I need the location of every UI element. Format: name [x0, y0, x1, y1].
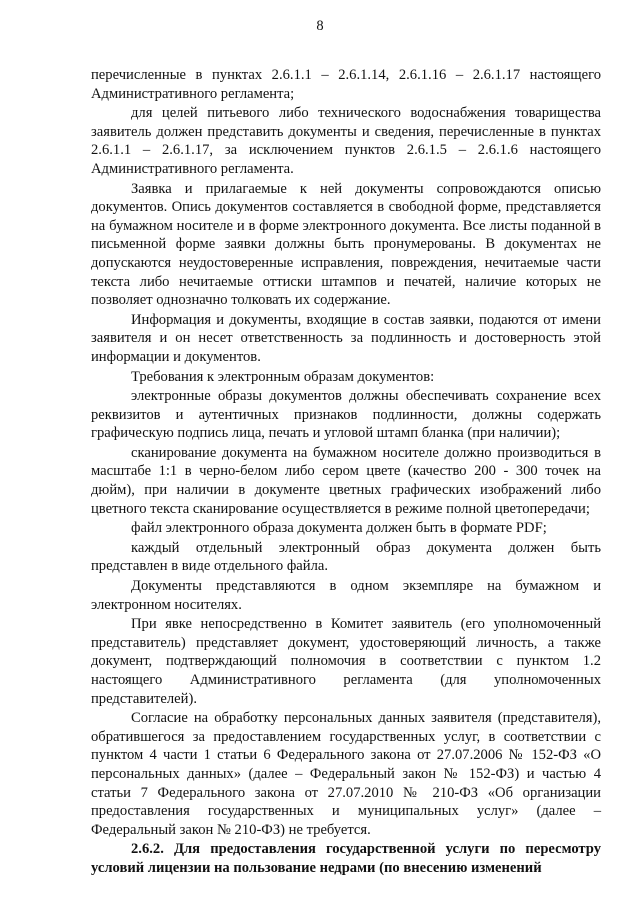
paragraph: Информация и документы, входящие в состав заявки, подаются от имени заявителя и он несет ответственность за подлинность и достоверность этой информации и документов.: [91, 311, 601, 365]
paragraph: При явке непосредственно в Комитет заявитель (его уполномоченный представитель) представляет документ, удостоверяющий личность, а также документ, подтверждающий полномочия в соответствии с пунктом 1.2 настоящего Административного регламента (для уполномоченных представителей).: [91, 616, 601, 707]
paragraph: перечисленные в пунктах 2.6.1.1 – 2.6.1.14, 2.6.1.16 – 2.6.1.17 настоящего Административного регламента;: [91, 67, 601, 102]
paragraph: файл электронного образа документа должен быть в формате PDF;: [131, 520, 547, 537]
paragraph: каждый отдельный электронный образ документа должен быть представлен в виде отдельного файла.: [91, 539, 601, 575]
page-number: 8: [316, 18, 324, 34]
paragraph: электронные образы документов должны обеспечивать сохранение всех реквизитов и аутентичных признаков подлинности, должны содержать графическую подпись лица, печать и угловой штамп бланка (при наличии);: [91, 388, 601, 442]
document-body: [91, 66, 601, 879]
paragraph: Заявка и прилагаемые к ней документы сопровождаются описью документов. Опись документов составляется в свободной форме, представляется на бумажном носителе и в форме электронного документа. Все листы поданной в письменной форме заявки должны быть пронумерованы. В документах не допускаются неудостоверенные исправления, повреждения, нечитаемые части текста либо нечитаемые оттиски штампов и печатей, наличие которых не позволяет однозначно толковать их содержание.: [91, 180, 601, 309]
section-heading-paragraph: 2.6.2. Для предоставления государственной услуги по пересмотру условий лицензии на пользование недрами (по внесению изменений: [91, 841, 601, 876]
paragraph: Документы представляются в одном экземпляре на бумажном и электронном носителях.: [91, 578, 601, 613]
paragraph: для целей питьевого либо технического водоснабжения товарищества заявитель должен представить документы и сведения, перечисленные в пунктах 2.6.1.1 – 2.6.1.17, за исключением пунктов 2.6.1.5 – 2.6.1.6 настоящего Административного регламента.: [91, 105, 601, 177]
paragraph: Требования к электронным образам документов:: [131, 368, 435, 385]
paragraph: Согласие на обработку персональных данных заявителя (представителя), обратившегося за предоставлением государственных услуг, в соответствии с пунктом 4 части 1 статьи 6 Федерального закона от 27.07.2006 № 152-ФЗ «О персональных данных» (далее – Федеральный закон № 152-ФЗ) и частью 4 статьи 7 Федерального закона от 27.07.2010 № 210-ФЗ «Об организации предоставления государственных и муниципальных услуг» (далее – Федеральный закон № 210-ФЗ) не требуется.: [91, 710, 601, 838]
paragraph: сканирование документа на бумажном носителе должно производиться в масштабе 1:1 в черно-белом либо сером цвете (качество 200 - 300 точек на дюйм), при наличии в документе цветных графических изображений либо цветного текста сканирование осуществляется в режиме полной цветопередачи;: [91, 444, 601, 517]
